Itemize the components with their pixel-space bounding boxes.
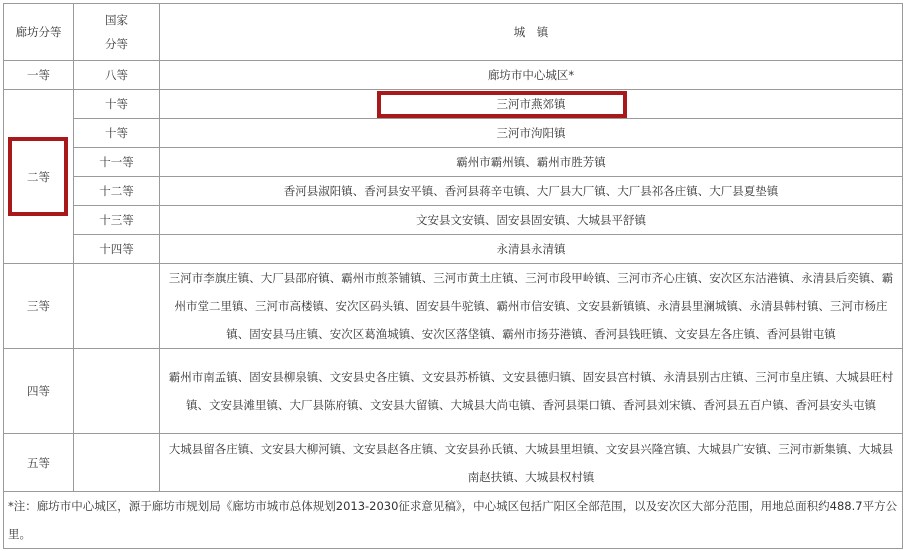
national-grade-cell: 十一等: [74, 148, 160, 177]
towns-cell: 霸州市南孟镇、固安县柳泉镇、文安县史各庄镇、文安县苏桥镇、文安县德归镇、固安县宫村镇、永清县别古庄镇、三河市皇庄镇、大城县旺村镇、文安县滩里镇、大厂县陈府镇、文安县大留镇、大城县大尚屯镇、香河县渠口镇、香河县刘宋镇、香河县五百户镇、香河县安头屯镇: [160, 349, 903, 434]
national-grade-cell: 十三等: [74, 206, 160, 235]
towns-cell: 廊坊市中心城区*: [160, 61, 903, 90]
table-row: [4, 206, 903, 235]
towns-cell: 文安县文安镇、固安县固安镇、大城县平舒镇: [160, 206, 903, 235]
table-row: [4, 90, 903, 119]
national-grade-cell: 十二等: [74, 177, 160, 206]
table-row: [4, 434, 903, 492]
towns-cell: 三河市燕郊镇: [160, 90, 903, 119]
note-row: [4, 492, 903, 549]
towns-cell: 香河县淑阳镇、香河县安平镇、香河县蒋辛屯镇、大厂县大厂镇、大厂县祁各庄镇、大厂县夏垫镇: [160, 177, 903, 206]
national-grade-cell: [74, 264, 160, 349]
header-towns: 城 镇: [160, 4, 903, 61]
footnote: *注：廊坊市中心城区，源于廊坊市规划局《廊坊市城市总体规划2013-2030征求意见稿》，中心城区包括广阳区全部范围，以及安次区大部分范围，用地总面积约488.7平方公里。: [4, 492, 903, 549]
town-grade-table: [3, 3, 903, 549]
header-national-line1: 国家: [105, 13, 128, 27]
grade-cell: 二等: [4, 90, 74, 264]
towns-cell: 永清县永清镇: [160, 235, 903, 264]
national-grade-cell: 十等: [74, 119, 160, 148]
towns-cell: 霸州市霸州镇、霸州市胜芳镇: [160, 148, 903, 177]
national-grade-cell: [74, 434, 160, 492]
table-row: [4, 119, 903, 148]
grade-cell: 一等: [4, 61, 74, 90]
table-row: [4, 235, 903, 264]
table-row: [4, 148, 903, 177]
national-grade-cell: [74, 349, 160, 434]
table-row: [4, 61, 903, 90]
grade-cell: 三等: [4, 264, 74, 349]
national-grade-cell: 十等: [74, 90, 160, 119]
header-langfang-grade: 廊坊分等: [4, 4, 74, 61]
towns-cell: 三河市李旗庄镇、大厂县邵府镇、霸州市煎茶铺镇、三河市黄土庄镇、三河市段甲岭镇、三河市齐心庄镇、安次区东沽港镇、永清县后奕镇、霸州市堂二里镇、三河市高楼镇、安次区码头镇、固安县牛驼镇、霸州市信安镇、文安县新镇镇、永清县里澜城镇、永清县韩村镇、三河市杨庄镇、固安县马庄镇、安次区葛渔城镇、安次区落垡镇、霸州市扬芬港镇、香河县钱旺镇、文安县左各庄镇、香河县钳屯镇: [160, 264, 903, 349]
table-row: [4, 177, 903, 206]
grade-cell: 四等: [4, 349, 74, 434]
grade-cell: 五等: [4, 434, 74, 492]
header-row: [4, 4, 903, 61]
header-national-line2: 分等: [105, 37, 128, 51]
towns-cell: 大城县留各庄镇、文安县大柳河镇、文安县赵各庄镇、文安县孙氏镇、大城县里坦镇、文安县兴隆宫镇、大城县广安镇、三河市新集镇、大城县南赵扶镇、大城县权村镇: [160, 434, 903, 492]
table-row: [4, 264, 903, 349]
header-national-grade: [74, 4, 160, 61]
national-grade-cell: 十四等: [74, 235, 160, 264]
table-row: [4, 349, 903, 434]
national-grade-cell: 八等: [74, 61, 160, 90]
towns-cell: 三河市泃阳镇: [160, 119, 903, 148]
